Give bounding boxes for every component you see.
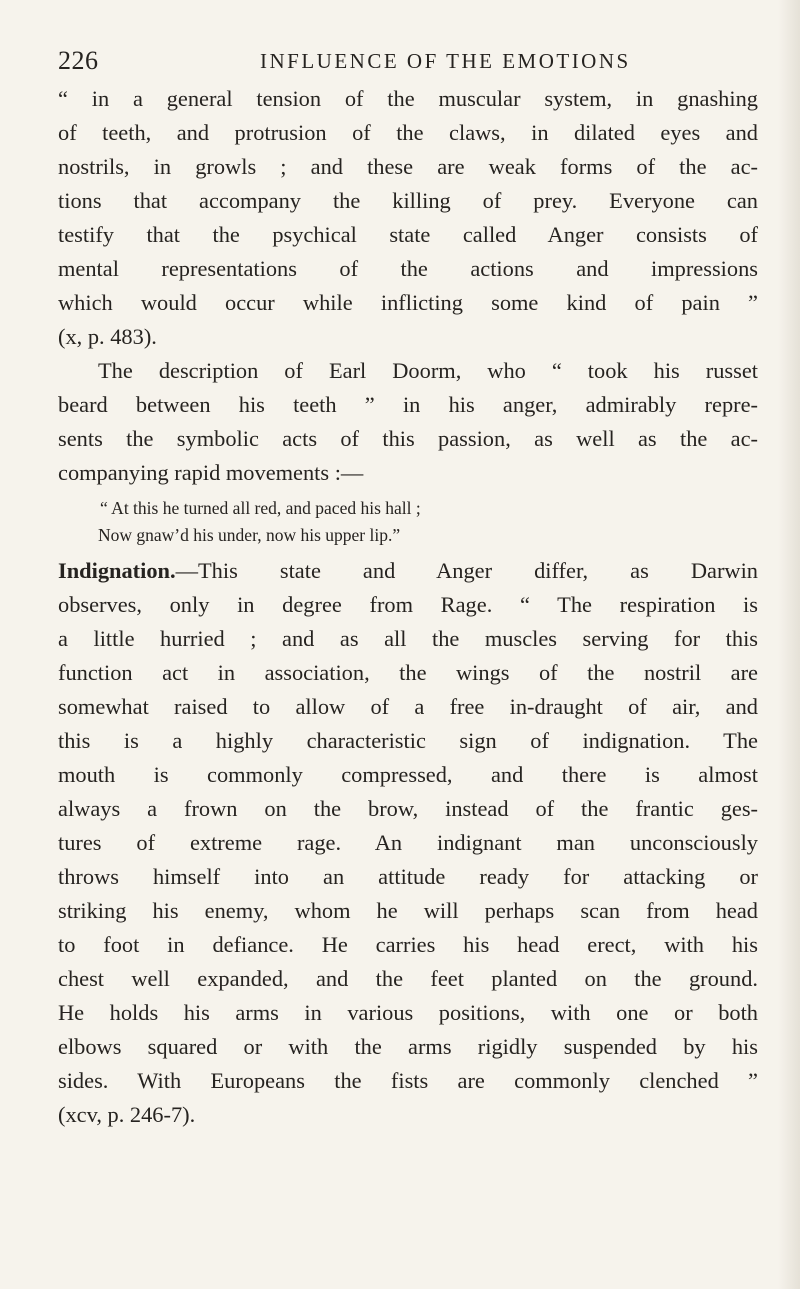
paragraph-indignation	[58, 554, 758, 1132]
verse-quotation	[58, 490, 758, 554]
text-line: companying rapid movements :—	[58, 460, 364, 485]
section-heading-indignation: Indignation.	[58, 558, 176, 583]
text-line: to foot in defiance. He carries his head erect, with his	[58, 932, 758, 957]
text-line: beard between his teeth ” in his anger, admirably repre-	[58, 392, 758, 417]
text-line: a little hurried ; and as all the muscles serving for this	[58, 626, 758, 651]
page-edge-shadow	[778, 0, 800, 1289]
paragraph-anger-quote	[58, 82, 758, 354]
text-line: testify that the psychical state called Anger consists of	[58, 222, 758, 247]
running-title: INFLUENCE OF THE EMOTIONS	[260, 49, 631, 73]
text-line: sides. With Europeans the fists are commonly clenched ”	[58, 1068, 758, 1093]
page-number: 226	[58, 46, 99, 75]
text-line: He holds his arms in various positions, with one or both	[58, 1000, 758, 1025]
text-line: which would occur while inflicting some kind of pain ”	[58, 290, 758, 315]
text-line: tures of extreme rage. An indignant man unconsciously	[58, 830, 758, 855]
paragraph-earl-doorm	[58, 354, 758, 490]
text-line: of teeth, and protrusion of the claws, in dilated eyes and	[58, 120, 758, 145]
text-line: chest well expanded, and the feet planted on the ground.	[58, 966, 758, 991]
text-line: always a frown on the brow, instead of the frantic ges-	[58, 796, 758, 821]
text-line: function act in association, the wings of the nostril are	[58, 660, 758, 685]
text-line: (xcv, p. 246-7).	[58, 1102, 196, 1127]
text-run: —This state and Anger differ, as Darwin	[175, 558, 758, 583]
text-line: observes, only in degree from Rage. “ The respiration is	[58, 592, 758, 617]
text-line: this is a highly characteristic sign of indignation. The	[58, 728, 758, 753]
running-head	[58, 46, 758, 80]
text-line: throws himself into an attitude ready for attacking or	[58, 864, 758, 889]
text-line: “ in a general tension of the muscular system, in gnashing	[58, 86, 758, 111]
verse-line: Now gnaw’d his under, now his upper lip.”	[98, 525, 401, 545]
text-line: The description of Earl Doorm, who “ took his russet	[98, 358, 758, 383]
text-line: mental representations of the actions and impressions	[58, 256, 758, 281]
body-text	[58, 82, 758, 1132]
text-line: mouth is commonly compressed, and there is almost	[58, 762, 758, 787]
text-line: tions that accompany the killing of prey. Everyone can	[58, 188, 758, 213]
text-line: nostrils, in growls ; and these are weak forms of the ac-	[58, 154, 758, 179]
text-line: striking his enemy, whom he will perhaps scan from head	[58, 898, 758, 923]
text-line: somewhat raised to allow of a free in-draught of air, and	[58, 694, 758, 719]
verse-line: “ At this he turned all red, and paced his hall ;	[100, 498, 421, 518]
text-line: (x, p. 483).	[58, 324, 157, 349]
text-line: elbows squared or with the arms rigidly suspended by his	[58, 1034, 758, 1059]
text-line: sents the symbolic acts of this passion, as well as the ac-	[58, 426, 758, 451]
text-line	[58, 554, 758, 588]
